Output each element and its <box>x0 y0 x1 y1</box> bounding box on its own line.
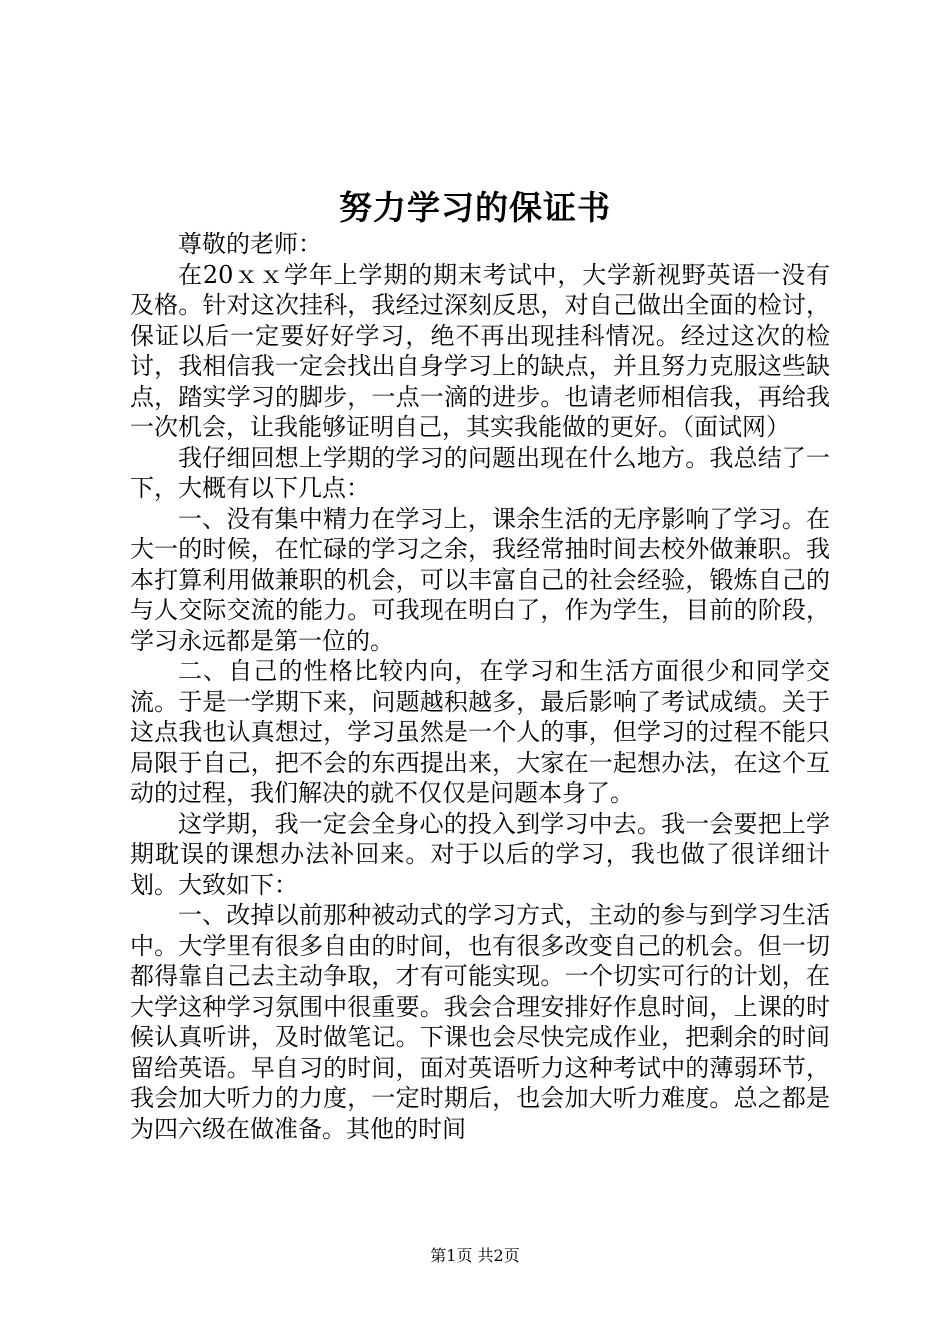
paragraph: 我仔细回想上学期的学习的问题出现在什么地方。我总结了一下，大概有以下几点： <box>130 443 830 502</box>
paragraph: 一、改掉以前那种被动式的学习方式，主动的参与到学习生活中。大学里有很多自由的时间，也有很多改变自己的机会。但一切都得靠自己去主动争取，才有可能实现。一个切实可行的计划，在大学这种学习氛围中很重要。我会合理安排好作息时间，上课的时候认真听讲，及时做笔记。下课也会尽快完成作业，把剩余的时间留给英语。早自习的时间，面对英语听力这种考试中的薄弱环节，我会加大听力的力度，一定时期后，也会加大听力难度。总之都是为四六级在做准备。其他的时间 <box>130 901 830 1143</box>
document-title: 努力学习的保证书 <box>339 188 611 227</box>
paragraph: 这学期，我一定会全身心的投入到学习中去。我一会要把上学期耽误的课想办法补回来。对于以后的学习，我也做了很详细计划。大致如下： <box>130 809 830 899</box>
document-body <box>130 229 830 1144</box>
paragraph: 在20ｘｘ学年上学期的期末考试中，大学新视野英语一没有及格。针对这次挂科，我经过深刻反思，对自己做出全面的检讨，保证以后一定要好好学习，绝不再出现挂科情况。经过这次的检讨，我相信我一定会找出自身学习上的缺点，并且努力克服这些缺点，踏实学习的脚步，一点一滴的进步。也请老师相信我，再给我一次机会，让我能够证明自己，其实我能做的更好。（面试网） <box>130 260 830 441</box>
salutation: 尊敬的老师： <box>178 230 322 258</box>
paragraph: 一、没有集中精力在学习上，课余生活的无序影响了学习。在大一的时候，在忙碌的学习之余，我经常抽时间去校外做兼职。我本打算利用做兼职的机会，可以丰富自己的社会经验，锻炼自己的与人交际交流的能力。可我现在明白了，作为学生，目前的阶段，学习永远都是第一位的。 <box>130 504 830 655</box>
page-footer: 第1页 共2页 <box>430 1246 520 1265</box>
paragraph: 二、自己的性格比较内向，在学习和生活方面很少和同学交流。于是一学期下来，问题越积越多，最后影响了考试成绩。关于这点我也认真想过，学习虽然是一个人的事，但学习的过程不能只局限于自己，把不会的东西提出来，大家在一起想办法，在这个互动的过程，我们解决的就不仅仅是问题本身了。 <box>130 657 830 807</box>
